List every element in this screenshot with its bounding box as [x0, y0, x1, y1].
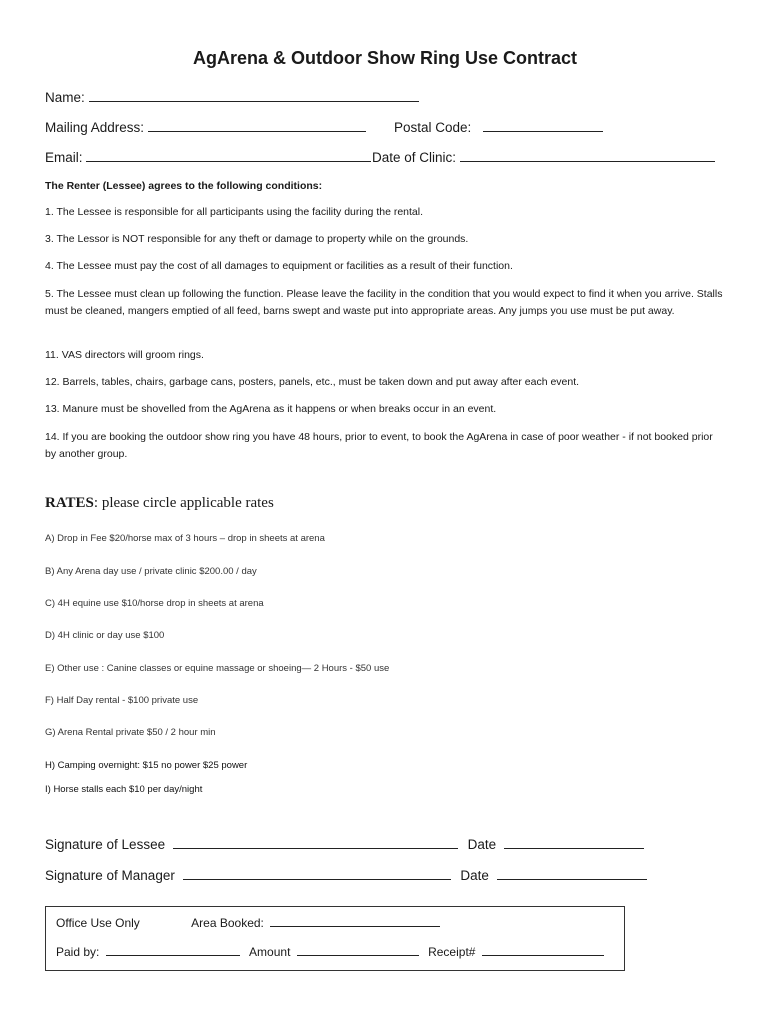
- office-use-label: Office Use Only: [56, 916, 140, 930]
- postal-code-label: Postal Code:: [394, 120, 472, 135]
- rate-option[interactable]: C) 4H equine use $10/horse drop in sheets at arena: [45, 598, 264, 609]
- receipt-label: Receipt#: [428, 945, 476, 959]
- condition-item: 14. If you are booking the outdoor show ring you have 48 hours, prior to event, to book the AgArena in case of poor weather - if not booked prior by another group.: [45, 431, 713, 460]
- manager-signature-label: Signature of Manager: [45, 868, 175, 883]
- amount-line[interactable]: [297, 943, 419, 956]
- email-label: Email:: [45, 150, 83, 165]
- condition-item: 4. The Lessee must pay the cost of all damages to equipment or facilities as a result of their function.: [45, 260, 513, 272]
- condition-item: 13. Manure must be shovelled from the AgArena as it happens or when breaks occur in an event.: [45, 403, 497, 415]
- condition-item: 11. VAS directors will groom rings.: [45, 349, 204, 361]
- rate-option[interactable]: E) Other use : Canine classes or equine massage or shoeing— 2 Hours - $50 use: [45, 663, 390, 674]
- conditions-heading: The Renter (Lessee) agrees to the following conditions:: [45, 180, 323, 192]
- lessee-signature-field[interactable]: [45, 834, 644, 852]
- rate-option[interactable]: I) Horse stalls each $10 per day/night: [45, 784, 203, 795]
- rate-option[interactable]: D) 4H clinic or day use $100: [45, 630, 165, 641]
- condition-item: 12. Barrels, tables, chairs, garbage cans, posters, panels, etc., must be taken down and put away after each event.: [45, 376, 580, 388]
- date-of-clinic-line: [460, 147, 715, 162]
- rate-option[interactable]: H) Camping overnight: $15 no power $25 power: [45, 760, 248, 771]
- office-use-box: [45, 906, 625, 971]
- date-of-clinic-label: Date of Clinic:: [372, 150, 457, 165]
- postal-code-line: [483, 117, 603, 132]
- rates-heading-bold: RATES: [45, 495, 94, 511]
- manager-signature-line: [183, 865, 451, 880]
- rate-option[interactable]: B) Any Arena day use / private clinic $200.00 / day: [45, 566, 257, 577]
- receipt-line[interactable]: [482, 943, 604, 956]
- office-row-2: [56, 943, 604, 959]
- condition-item: 3. The Lessor is NOT responsible for any theft or damage to property while on the grounds.: [45, 233, 469, 245]
- name-line: [89, 87, 419, 102]
- lessee-date-label: Date: [467, 837, 497, 852]
- condition-item: 5. The Lessee must clean up following the function. Please leave the facility in the condition that you would expect to find it when you arrive. Stalls must be cleaned, mangers emptied of all feed, barns swept and waste put into appropriate areas. Any jumps you use must be put away.: [45, 288, 723, 317]
- rate-option[interactable]: F) Half Day rental - $100 private use: [45, 695, 199, 706]
- rate-option[interactable]: A) Drop in Fee $20/horse max of 3 hours – drop in sheets at arena: [45, 533, 325, 544]
- page-title: AgArena & Outdoor Show Ring Use Contract: [192, 48, 577, 68]
- lessee-signature-label: Signature of Lessee: [45, 837, 166, 852]
- name-field[interactable]: [45, 87, 419, 105]
- email-line: [86, 147, 371, 162]
- mailing-address-line: [148, 117, 366, 132]
- amount-label: Amount: [249, 945, 291, 959]
- lessee-date-line: [504, 834, 644, 849]
- email-field[interactable]: [45, 147, 371, 165]
- mailing-address-label: Mailing Address:: [45, 120, 145, 135]
- rates-heading: [45, 495, 274, 512]
- rate-option[interactable]: G) Arena Rental private $50 / 2 hour min: [45, 727, 216, 738]
- area-booked-label: Area Booked:: [191, 916, 264, 930]
- date-of-clinic-field[interactable]: [372, 147, 715, 165]
- mailing-address-field[interactable]: [45, 117, 366, 135]
- condition-item: 1. The Lessee is responsible for all participants using the facility during the rental.: [45, 206, 424, 218]
- manager-date-label: Date: [460, 868, 489, 883]
- postal-code-field[interactable]: [394, 117, 603, 135]
- lessee-signature-line: [173, 834, 458, 849]
- name-label: Name:: [45, 90, 85, 105]
- manager-date-line: [497, 865, 647, 880]
- paid-by-line[interactable]: [106, 943, 240, 956]
- office-row-1: [56, 914, 440, 930]
- rates-heading-rest: : please circle applicable rates: [93, 495, 274, 511]
- paid-by-label: Paid by:: [56, 945, 100, 959]
- area-booked-line[interactable]: [270, 914, 440, 927]
- manager-signature-field[interactable]: [45, 865, 647, 883]
